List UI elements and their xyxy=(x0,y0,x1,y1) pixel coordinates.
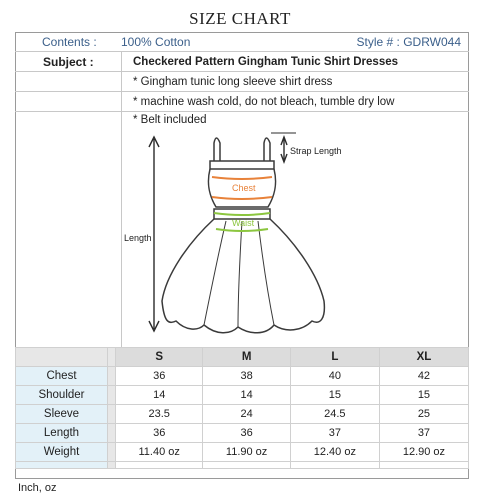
table-cell: 37 xyxy=(290,424,379,443)
table-cell: 24 xyxy=(203,405,290,424)
table-cell: 36 xyxy=(116,424,203,443)
column-divider xyxy=(121,112,122,126)
contents-row xyxy=(15,32,469,52)
contents-label: Contents : xyxy=(42,35,97,49)
table-row xyxy=(16,443,469,462)
gap-cell xyxy=(108,462,116,469)
dress-outline xyxy=(162,138,324,333)
gap-cell xyxy=(108,386,116,405)
table-cell: 42 xyxy=(379,367,468,386)
table-cell: 38 xyxy=(203,367,290,386)
chest-label: Chest xyxy=(232,183,256,193)
table-cell: 14 xyxy=(116,386,203,405)
bullet-item: * Gingham tunic long sleeve shirt dress xyxy=(133,76,333,88)
row-label: Sleeve xyxy=(16,405,108,424)
row-label: Shoulder xyxy=(16,386,108,405)
bullet-row xyxy=(15,92,469,112)
subject-value: Checkered Pattern Gingham Tunic Shirt Dresses xyxy=(133,56,399,68)
footer-cell xyxy=(290,462,379,469)
size-table xyxy=(15,347,469,469)
table-row xyxy=(16,367,469,386)
waist-measure-line xyxy=(214,213,270,215)
gap-cell xyxy=(108,367,116,386)
bullet-row xyxy=(15,72,469,92)
contents-value: 100% Cotton xyxy=(121,35,191,49)
gap-cell xyxy=(108,405,116,424)
size-header: XL xyxy=(379,348,468,367)
footer-cell xyxy=(16,462,108,469)
table-cell: 15 xyxy=(290,386,379,405)
footer-cell xyxy=(116,462,203,469)
table-row xyxy=(16,424,469,443)
strap-length-label: Strap Length xyxy=(290,146,342,156)
chest-measure-line-lower xyxy=(212,197,272,199)
footer-cell xyxy=(203,462,290,469)
bullet-row xyxy=(15,112,469,126)
bullet-item: * machine wash cold, do not bleach, tumble dry low xyxy=(133,96,395,108)
table-row xyxy=(16,405,469,424)
size-header-row xyxy=(16,348,469,367)
table-cell: 11.40 oz xyxy=(116,443,203,462)
bullet-item: * Belt included xyxy=(133,114,207,126)
footer-cell xyxy=(379,462,468,469)
dress-diagram xyxy=(106,125,469,345)
row-label: Chest xyxy=(16,367,108,386)
subject-row xyxy=(15,52,469,72)
table-footer-row xyxy=(16,462,469,469)
table-cell: 36 xyxy=(203,424,290,443)
row-label: Length xyxy=(16,424,108,443)
size-header: L xyxy=(290,348,379,367)
size-header: M xyxy=(203,348,290,367)
table-cell: 36 xyxy=(116,367,203,386)
corner-cell xyxy=(16,348,108,367)
column-divider xyxy=(121,52,122,71)
gap-cell xyxy=(108,443,116,462)
column-divider xyxy=(121,72,122,91)
waist-label: Waist xyxy=(232,218,255,228)
table-cell: 23.5 xyxy=(116,405,203,424)
length-label: Length xyxy=(124,233,152,243)
size-header: S xyxy=(116,348,203,367)
table-cell: 40 xyxy=(290,367,379,386)
chest-measure-line xyxy=(212,177,272,179)
gap-cell xyxy=(108,424,116,443)
table-cell: 25 xyxy=(379,405,468,424)
table-cell: 12.90 oz xyxy=(379,443,468,462)
subject-label: Subject : xyxy=(43,55,94,69)
row-label: Weight xyxy=(16,443,108,462)
units-note: Inch, oz xyxy=(18,482,57,494)
table-cell: 15 xyxy=(379,386,468,405)
table-cell: 11.90 oz xyxy=(203,443,290,462)
column-divider xyxy=(121,92,122,111)
table-cell: 37 xyxy=(379,424,468,443)
table-cell: 24.5 xyxy=(290,405,379,424)
page-title: SIZE CHART xyxy=(189,9,291,28)
style-number: Style # : GDRW044 xyxy=(356,35,461,49)
table-row xyxy=(16,386,469,405)
table-cell: 12.40 oz xyxy=(290,443,379,462)
gap-cell xyxy=(108,348,116,367)
table-cell: 14 xyxy=(203,386,290,405)
